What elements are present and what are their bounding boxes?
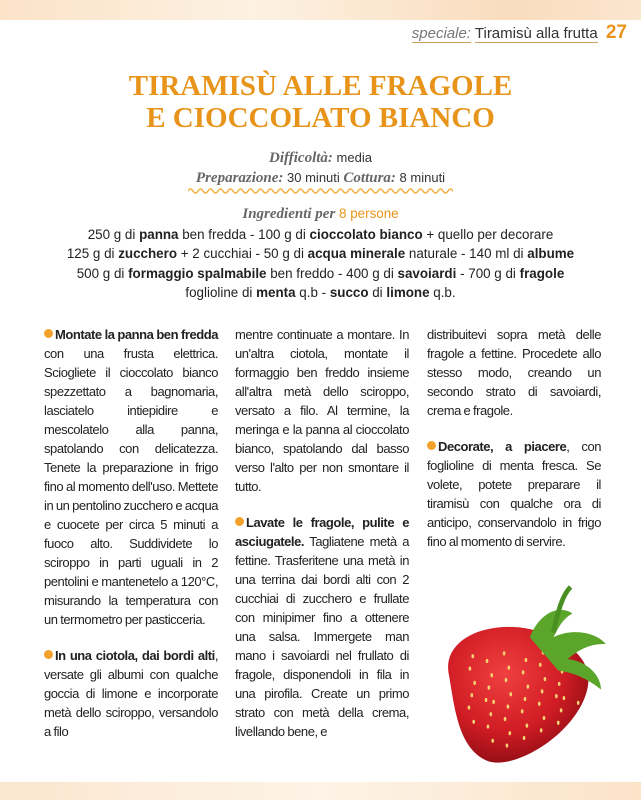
text: + 2 cucchiai - 50 g di bbox=[177, 246, 308, 261]
bold-text: savoiardi bbox=[397, 265, 457, 281]
text: 250 g di bbox=[87, 226, 140, 242]
seed bbox=[541, 689, 544, 693]
bullet-icon bbox=[235, 517, 244, 526]
recipe-title bbox=[0, 70, 641, 134]
bullet-icon bbox=[427, 441, 436, 450]
seed bbox=[490, 673, 493, 677]
seed bbox=[524, 697, 527, 701]
ingredients bbox=[0, 204, 641, 303]
seed bbox=[521, 709, 524, 713]
seed bbox=[540, 728, 543, 732]
seed bbox=[485, 698, 488, 702]
seed bbox=[487, 724, 490, 728]
bottom-band bbox=[0, 782, 641, 800]
text: ben fredda - 100 g di bbox=[178, 226, 310, 242]
column-1 bbox=[44, 325, 218, 758]
text: q.b - bbox=[295, 285, 330, 300]
seed bbox=[526, 724, 529, 728]
cook-label: Cottura: bbox=[343, 170, 396, 186]
text: ben freddo - 400 g di bbox=[266, 265, 398, 281]
step-paragraph bbox=[44, 646, 218, 741]
top-band bbox=[0, 0, 641, 20]
bold-text: albume bbox=[527, 246, 575, 261]
strawberry-image bbox=[420, 585, 630, 775]
wavy-divider bbox=[188, 187, 453, 195]
seed bbox=[469, 667, 472, 671]
prep-label: Preparazione: bbox=[195, 170, 284, 186]
text: - 700 g di bbox=[456, 265, 520, 281]
seed bbox=[523, 736, 526, 740]
seed bbox=[544, 677, 547, 681]
column-3 bbox=[427, 325, 601, 568]
bold-text: limone bbox=[386, 285, 430, 300]
seed bbox=[503, 651, 506, 655]
text: , con foglioline di menta fresca. Se volete, potete preparare il tiramisù con qualche ora di anticipo, conservandolo in frigo fino al momento di servire. bbox=[427, 439, 602, 549]
seed bbox=[486, 659, 489, 663]
bold-text: Montate la panna ben fredda bbox=[55, 327, 218, 342]
ingredient-line bbox=[0, 264, 641, 284]
seed bbox=[470, 693, 473, 697]
seed bbox=[472, 720, 475, 724]
text: 125 g di bbox=[66, 246, 119, 261]
seed bbox=[506, 743, 509, 747]
text: q.b. bbox=[429, 285, 456, 300]
ingredient-line bbox=[0, 225, 641, 245]
seed bbox=[555, 694, 558, 698]
seed bbox=[558, 682, 561, 686]
text: mentre continuate a montare. In un'altra ciotola, montate il formaggio ben freddo insieme all'altra metà dello sciroppo, versato a filo. Al termine, la meringa e la panna al cioccolato bianco, spatolando dal basso verso l'alto per non smontare il tutto. bbox=[235, 327, 409, 494]
running-header bbox=[412, 22, 627, 44]
seed bbox=[538, 702, 541, 706]
prep-value: 30 minuti bbox=[287, 170, 340, 185]
bullet-icon bbox=[44, 650, 53, 659]
seed bbox=[543, 716, 546, 720]
text: Tagliatene metà a fettine. Trasferitene una metà in una terrina dai bordi alti con 2 cucchiai di zucchero e frullate con minipimer fino a ottenere una salsa. Immergete man mano i savoiardi nel frullato di fragole, disponendoli in fila in una pirofila. Create un primo strato con metà della crema, livellando bene, e bbox=[235, 534, 409, 739]
text: 500 g di bbox=[76, 265, 129, 281]
text: , versate gli albumi con qualche goccia di limone e incorporate metà dello sciroppo, versandolo a filo bbox=[44, 648, 218, 739]
seed bbox=[527, 685, 530, 689]
seed bbox=[557, 721, 560, 725]
seed bbox=[505, 678, 508, 682]
text: di bbox=[368, 285, 387, 300]
seed bbox=[508, 666, 511, 670]
bold-text: cioccolato bianco bbox=[309, 226, 423, 242]
seed bbox=[508, 731, 511, 735]
seed bbox=[491, 739, 494, 743]
seed bbox=[560, 708, 563, 712]
difficulty-label: Difficoltà: bbox=[269, 150, 333, 166]
bold-text: menta bbox=[256, 285, 296, 300]
title-line-1: TIRAMISÙ ALLE FRAGOLE bbox=[128, 70, 513, 102]
bold-text: Lavate le fragole, pulite e asciugatele. bbox=[235, 515, 409, 549]
recipe-meta bbox=[0, 148, 641, 188]
ingredient-line bbox=[0, 283, 641, 303]
step-paragraph bbox=[44, 325, 218, 629]
ingredient-line bbox=[0, 244, 641, 264]
page-number: 27 bbox=[605, 22, 627, 43]
seed bbox=[492, 700, 495, 704]
seed bbox=[522, 670, 525, 674]
text: foglioline di bbox=[185, 285, 257, 300]
seed bbox=[468, 705, 471, 709]
cook-value: 8 minuti bbox=[399, 170, 446, 185]
bullet-icon bbox=[44, 329, 53, 338]
seed bbox=[507, 705, 510, 709]
seed bbox=[504, 717, 507, 721]
text: con una frusta elettrica. Sciogliete il cioccolato bianco spezzettato a bagnomaria, lasciatelo intiepidire e mescolatelo alla panna, spatolando con delicatezza. Tenete la preparazione in frigo fino al momento dell'uso. Mettete in un pentolino zucchero e acqua e cuocete per circa 5 minuti a fuoco alto. Suddividete lo sciroppo in parti uguali in 2 pentolini e mantenetelo a 120°C, misurando la temperatura con un termometro per pasticceria. bbox=[44, 346, 218, 627]
section-topic: Tiramisù alla frutta bbox=[474, 25, 598, 42]
bold-text: fragole bbox=[519, 265, 565, 281]
seed bbox=[489, 712, 492, 716]
bold-text: formaggio spalmabile bbox=[128, 265, 267, 281]
seed bbox=[509, 692, 512, 696]
seed bbox=[539, 663, 542, 667]
bold-text: succo bbox=[329, 285, 369, 300]
column-2 bbox=[235, 325, 409, 758]
section-label: speciale: bbox=[411, 25, 471, 42]
seed bbox=[488, 686, 491, 690]
step-paragraph bbox=[235, 325, 409, 496]
servings: 8 persone bbox=[339, 206, 399, 221]
text: + quello per decorare bbox=[422, 226, 554, 242]
step-paragraph bbox=[427, 325, 601, 420]
bold-text: panna bbox=[139, 226, 179, 242]
difficulty-value: media bbox=[336, 150, 372, 165]
seed bbox=[471, 654, 474, 658]
seed bbox=[563, 696, 566, 700]
bold-text: Decorate, a piacere bbox=[438, 439, 567, 454]
seed bbox=[473, 681, 476, 685]
step-paragraph bbox=[427, 437, 601, 551]
seed bbox=[525, 658, 528, 662]
bold-text: zucchero bbox=[118, 246, 178, 261]
ingredients-title: Ingredienti per bbox=[242, 206, 336, 222]
text: distribuitevi sopra metà delle fragole a fettine. Procedete allo stesso modo, creando un secondo strato di savoiardi, crema e fragole. bbox=[427, 327, 601, 418]
bold-text: In una ciotola, dai bordi alti bbox=[55, 648, 215, 663]
text: naturale - 140 ml di bbox=[405, 246, 528, 261]
bold-text: acqua minerale bbox=[307, 246, 406, 261]
seed bbox=[577, 701, 580, 705]
title-line-2: E CIOCCOLATO BIANCO bbox=[146, 102, 495, 134]
step-paragraph bbox=[235, 513, 409, 741]
